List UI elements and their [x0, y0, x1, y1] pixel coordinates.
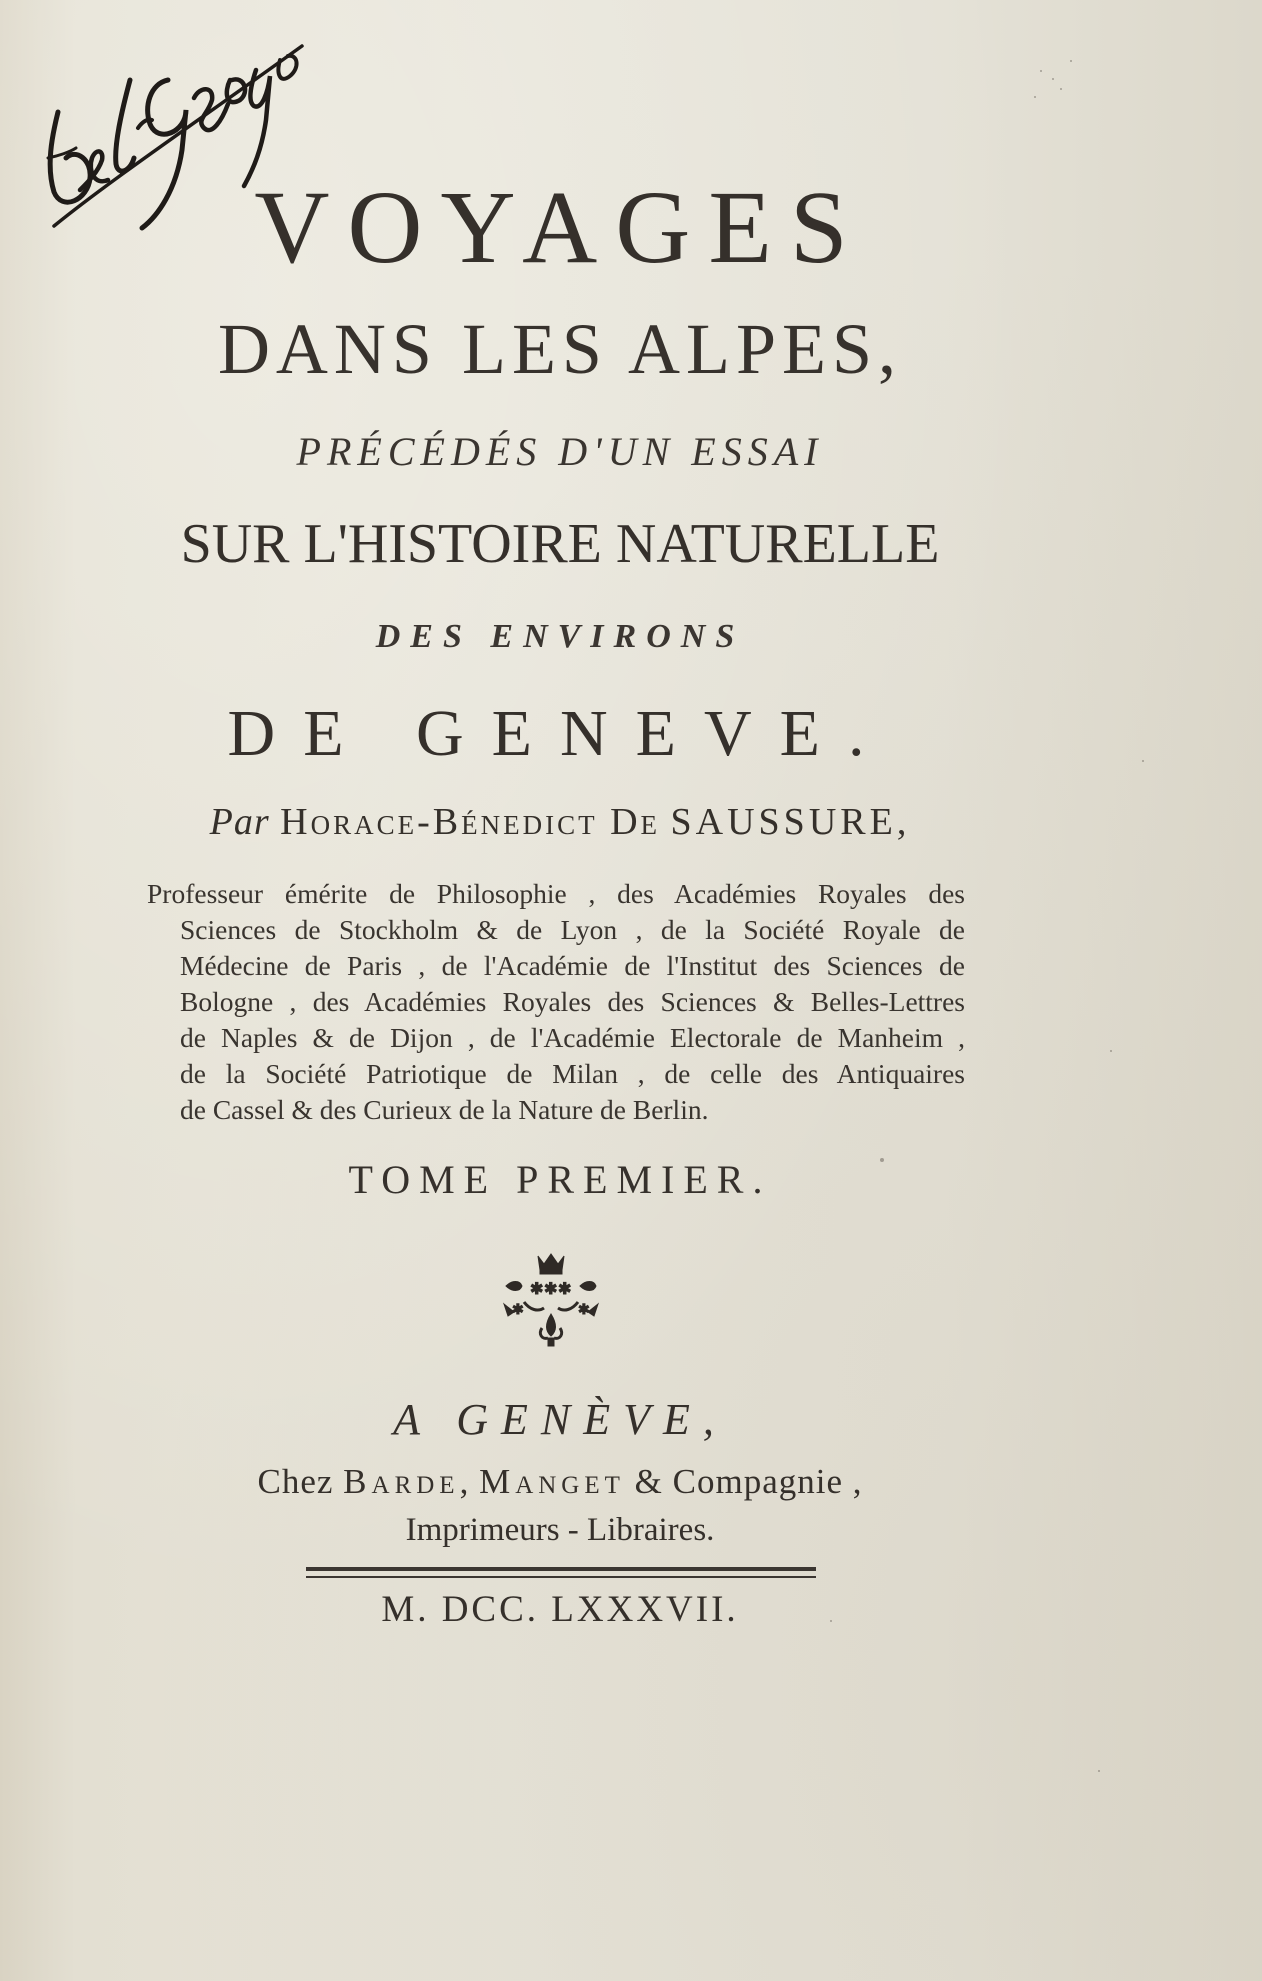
svg-text:✱: ✱ — [512, 1302, 524, 1318]
printers-ornament-icon — [498, 1252, 604, 1348]
publisher-barde: Barde — [343, 1462, 460, 1501]
subtitle-des-environs: DES ENVIRONS — [375, 618, 745, 655]
author-name: Horace-Bénedict De — [280, 801, 661, 843]
publisher-compagnie: & Compagnie , — [634, 1462, 863, 1501]
credentials-line: de Naples & de Dijon , de l'Académie Electorale de Manheim , — [180, 1022, 965, 1053]
credentials-line: Médecine de Paris , de l'Académie de l'Institut des Sciences de — [180, 950, 965, 981]
imprint-place: A GENÈVE, — [393, 1395, 727, 1444]
subtitle-histoire-naturelle: SUR L'HISTOIRE NATURELLE — [180, 513, 940, 575]
double-rule-top — [306, 1567, 816, 1571]
imprint-chez: Chez — [257, 1462, 334, 1501]
title-voyages: VOYAGES — [254, 170, 866, 285]
svg-text:✱: ✱ — [578, 1302, 590, 1318]
volume-label: TOME PREMIER. — [348, 1157, 772, 1202]
credentials-line: Bologne , des Académies Royales des Sciences & Belles-Lettres — [180, 986, 965, 1017]
svg-text:✱: ✱ — [530, 1279, 544, 1298]
credentials-line: Sciences de Stockholm & de Lyon , de la Société Royale de — [180, 914, 965, 945]
author-surname: SAUSSURE, — [670, 801, 911, 843]
imprint-trade: Imprimeurs - Libraires. — [405, 1512, 715, 1548]
credentials-line: Professeur émérite de Philosophie , des Académies Royales des — [147, 878, 965, 909]
svg-text:✱: ✱ — [544, 1279, 558, 1298]
title-de-geneve: DE GENEVE. — [227, 697, 893, 770]
credentials-line: de la Société Patriotique de Milan , de celle des Antiquaires — [180, 1058, 965, 1089]
publisher-comma: , — [459, 1462, 470, 1501]
imprint-publisher — [0, 1462, 1120, 1502]
svg-text:✱: ✱ — [558, 1279, 572, 1298]
imprint-date: M. DCC. LXXXVII. — [381, 1589, 739, 1630]
publisher-manget: Manget — [479, 1462, 625, 1501]
author-par: Par — [209, 801, 270, 843]
author-credentials — [147, 876, 965, 1128]
author-line — [0, 800, 1120, 844]
subtitle-precedes: PRÉCÉDÉS D'UN ESSAI — [296, 429, 824, 474]
credentials-line: de Cassel & des Curieux de la Nature de Berlin. — [180, 1094, 709, 1125]
title-dans-les-alpes: DANS LES ALPES, — [217, 309, 903, 389]
double-rule-bottom — [306, 1576, 816, 1578]
